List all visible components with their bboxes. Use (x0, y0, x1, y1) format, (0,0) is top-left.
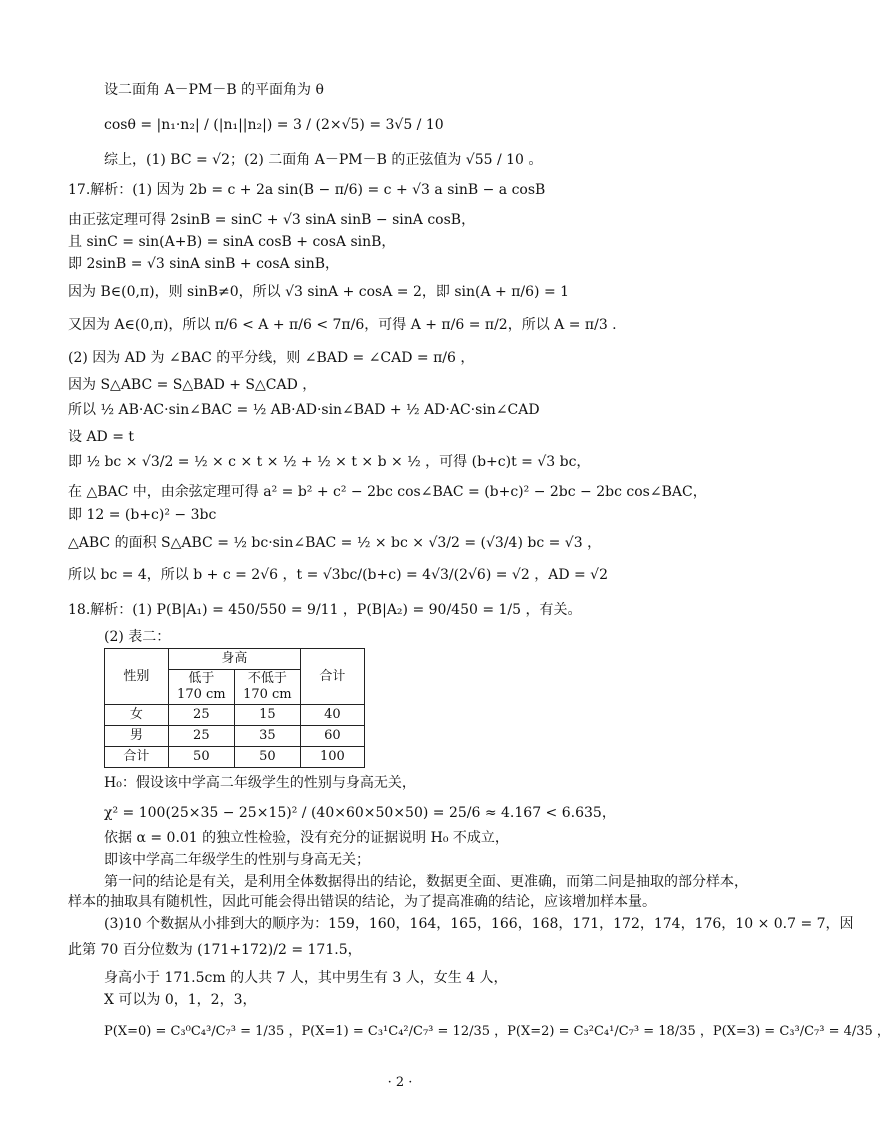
text-line-20: (2) 表二： (104, 629, 171, 645)
row-label: 女 (105, 705, 169, 726)
text-line-24: 即该中学高二年级学生的性别与身高无关； (104, 852, 370, 868)
text-line-31: P(X=0) = C₃⁰C₄³/C₇³ = 1/35 ，P(X=1) = C₃¹C₄²/C₇³ = 12/35 ，P(X=2) = C₃²C₄¹/C₇³ = 18/35 ，P(X=3) = C₃³/C₇³ = 4/35 ， (104, 1024, 890, 1039)
text-line-18: 所以 bc = 4，所以 b + c = 2√6 ，t = √3bc/(b+c) = 4√3/(2√6) = √2 ，AD = √2 (68, 567, 608, 583)
header-height: 身高 (168, 649, 300, 670)
text-line-4: 17.解析：(1) 因为 2b = c + 2a sin(B − π/6) = c + √3 a sinB − a cosB (68, 182, 546, 198)
text-line-17: △ABC 的面积 S△ABC = ½ bc·sin∠BAC = ½ × bc × √3/2 = (√3/4) bc = √3 ， (68, 535, 602, 551)
text-line-22: χ² = 100(25×35 − 25×15)² / (40×60×50×50) = 25/6 ≈ 4.167 < 6.635， (104, 805, 616, 821)
text-line-26: 样本的抽取具有随机性，因此可能会得出错误的结论，为了提高准确的结论，应该增加样本量。 (68, 894, 656, 910)
row-low: 25 (168, 726, 234, 747)
text-line-10: (2) 因为 AD 为 ∠BAC 的平分线，则 ∠BAD = ∠CAD = π/6 ， (68, 350, 475, 366)
text-line-29: 身高小于 171.5cm 的人共 7 人，其中男生有 3 人，女生 4 人， (104, 970, 508, 986)
text-line-21: H₀：假设该中学高二年级学生的性别与身高无关， (104, 775, 416, 791)
text-line-28: 此第 70 百分位数为 (171+172)/2 = 171.5， (68, 942, 362, 958)
text-line-5: 由正弦定理可得 2sinB = sinC + √3 sinA sinB − sinA cosB， (68, 212, 476, 228)
row-low: 25 (168, 705, 234, 726)
text-line-14: 即 ½ bc × √3/2 = ½ × c × t × ½ + ½ × t × b × ½ ，可得 (b+c)t = √3 bc， (68, 454, 591, 470)
text-line-2: cosθ = |n₁·n₂| / (|n₁||n₂|) = 3 / (2×√5) = 3√5 / 10 (104, 117, 444, 133)
row-total: 100 (300, 747, 364, 768)
text-line-19: 18.解析：(1) P(B|A₁) = 450/550 = 9/11 ，P(B|A₂) = 90/450 = 1/5 ，有关。 (68, 602, 582, 618)
header-high: 不低于 170 cm (234, 670, 300, 705)
row-total: 60 (300, 726, 364, 747)
text-line-8: 因为 B∈(0,π)，则 sinB≠0，所以 √3 sinA + cosA = 2，即 sin(A + π/6) = 1 (68, 284, 570, 300)
text-line-7: 即 2sinB = √3 sinA sinB + cosA sinB， (68, 256, 340, 272)
text-line-3: 综上，(1) BC = √2；(2) 二面角 A－PM－B 的正弦值为 √55 / 10 。 (104, 152, 543, 168)
row-high: 35 (234, 726, 300, 747)
height-gender-table (104, 648, 365, 768)
text-line-27: (3)10 个数据从小排到大的顺序为：159，160，164，165，166，168，171，172，174，176，10 × 0.7 = 7，因 (104, 916, 854, 932)
row-label: 合计 (105, 747, 169, 768)
row-total: 40 (300, 705, 364, 726)
text-line-13: 设 AD = t (68, 429, 135, 445)
text-line-1: 设二面角 A－PM－B 的平面角为 θ (104, 82, 324, 98)
header-total: 合计 (300, 649, 364, 705)
text-line-6: 且 sinC = sin(A+B) = sinA cosB + cosA sinB， (68, 234, 396, 250)
page-number: · 2 · (387, 1075, 413, 1090)
text-line-30: X 可以为 0，1，2，3， (104, 992, 257, 1008)
header-gender: 性别 (105, 649, 169, 705)
row-high: 50 (234, 747, 300, 768)
text-line-16: 即 12 = (b+c)² − 3bc (68, 507, 217, 523)
text-line-23: 依据 α = 0.01 的独立性检验，没有充分的证据说明 H₀ 不成立， (104, 830, 509, 846)
text-line-25: 第一问的结论是有关，是利用全体数据得出的结论，数据更全面、更准确，而第二问是抽取的部分样本， (104, 874, 748, 890)
row-low: 50 (168, 747, 234, 768)
text-line-15: 在 △BAC 中，由余弦定理可得 a² = b² + c² − 2bc cos∠BAC = (b+c)² − 2bc − 2bc cos∠BAC， (68, 484, 707, 500)
text-line-11: 因为 S△ABC = S△BAD + S△CAD ， (68, 377, 317, 393)
row-label: 男 (105, 726, 169, 747)
text-line-12: 所以 ½ AB·AC·sin∠BAC = ½ AB·AD·sin∠BAD + ½ AD·AC·sin∠CAD (68, 402, 540, 418)
text-line-9: 又因为 A∈(0,π)，所以 π/6 < A + π/6 < 7π/6，可得 A + π/6 = π/2，所以 A = π/3 . (68, 317, 617, 333)
row-high: 15 (234, 705, 300, 726)
header-low: 低于 170 cm (168, 670, 234, 705)
